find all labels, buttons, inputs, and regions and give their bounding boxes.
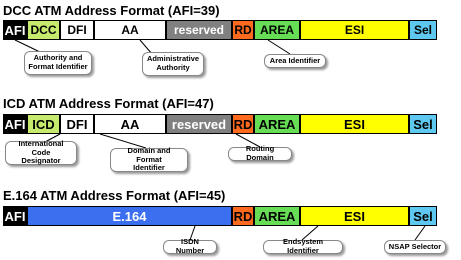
callout-area-identifier — [264, 54, 326, 68]
afi-field: AFI — [3, 20, 27, 40]
area-field: AREA — [254, 20, 300, 40]
pointer-sel-3 — [415, 226, 425, 240]
dcc-format-title: DCC ATM Address Format (AFI=39) — [3, 3, 220, 18]
callout-administrative-authority — [142, 52, 204, 76]
e164-field: E.164 — [27, 206, 232, 226]
sel-field: Sel — [409, 20, 437, 40]
callout-isdn-number — [163, 237, 217, 255]
callout-line: Endsystem Identifier — [282, 237, 324, 255]
rd-field: RD — [232, 114, 254, 134]
esi-field: ESI — [300, 206, 409, 226]
rd-field: RD — [232, 206, 254, 226]
callout-line: Domain and Format — [127, 146, 171, 164]
callout-line: Designator — [21, 156, 61, 166]
area-field: AREA — [254, 114, 300, 134]
dfi-field: DFI — [60, 20, 94, 40]
afi-field: AFI — [3, 114, 27, 134]
reserved-field: reserved — [166, 20, 232, 40]
callout-line: Administrative — [146, 54, 200, 64]
callout-line: Authority and — [33, 53, 83, 63]
e164-format-title: E.164 ATM Address Format (AFI=45) — [3, 188, 226, 203]
aa-field: AA — [94, 114, 166, 134]
callout-domain-format-identifier — [110, 148, 188, 172]
reserved-field: reserved — [166, 114, 232, 134]
callout-line: Format Identifier — [28, 62, 88, 71]
pointer-area-1 — [268, 40, 290, 54]
callout-line: International Code — [18, 139, 64, 157]
rd-field: RD — [232, 20, 254, 40]
dcc-field: DCC — [27, 20, 60, 40]
sel-field: Sel — [409, 206, 437, 226]
callout-line: NSAP Selector — [388, 241, 442, 251]
callout-nsap-selector — [384, 240, 446, 254]
esi-field: ESI — [300, 114, 409, 134]
callout-authority-format-identifier — [24, 51, 92, 75]
sel-field: Sel — [409, 114, 437, 134]
callout-line: Area Identifier — [269, 55, 321, 65]
callout-line: ISDN Number — [175, 237, 205, 255]
callout-routing-domain — [228, 144, 292, 162]
dcc-address-bar — [3, 20, 437, 40]
dfi-field: DFI — [60, 114, 94, 134]
esi-field: ESI — [300, 20, 409, 40]
area-field: AREA — [254, 206, 300, 226]
callout-international-code-designator — [5, 141, 77, 165]
icd-address-bar — [3, 114, 437, 134]
aa-field: AA — [94, 20, 166, 40]
e164-address-bar — [3, 206, 437, 226]
callout-endsystem-identifier — [263, 237, 343, 255]
callout-line: Authority — [156, 63, 190, 72]
icd-format-title: ICD ATM Address Format (AFI=47) — [3, 96, 214, 111]
afi-field: AFI — [3, 206, 27, 226]
icd-field: ICD — [27, 114, 60, 134]
callout-line: Routing Domain — [245, 144, 275, 162]
callout-line: Identifier — [133, 163, 165, 173]
